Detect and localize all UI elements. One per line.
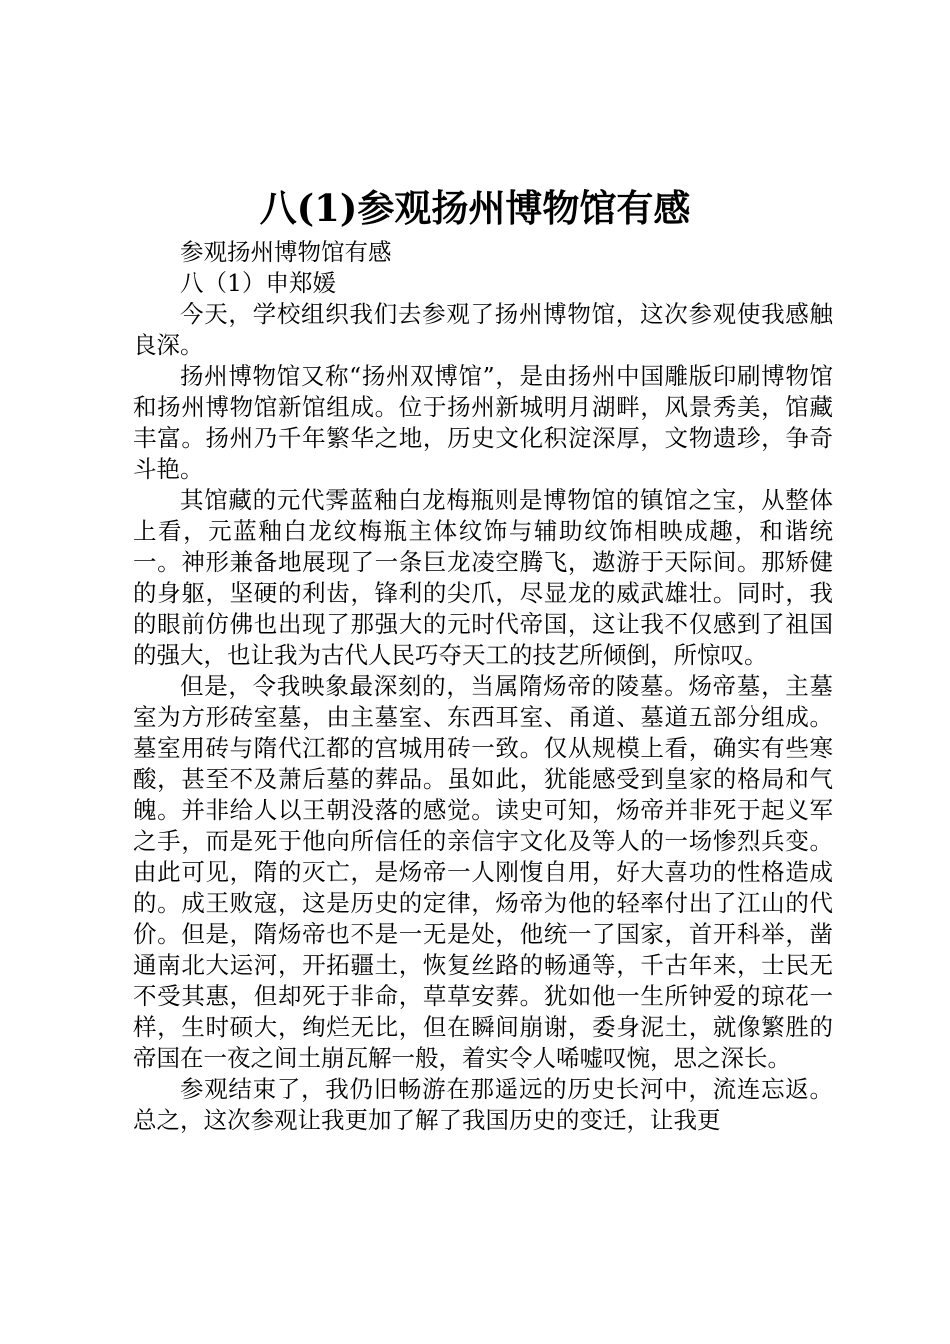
document-body	[133, 237, 833, 1136]
paragraph: 参观结束了，我仍旧畅游在那遥远的历史长河中，流连忘返。总之，这次参观让我更加了解了我国历史的变迁，让我更	[133, 1075, 833, 1134]
document-title: 八(1)参观扬州博物馆有感	[259, 186, 691, 230]
paragraph: 今天，学校组织我们去参观了扬州博物馆，这次参观使我感触良深。	[133, 300, 833, 359]
author-line: 八（1）申郑媛	[180, 269, 336, 297]
paragraph: 扬州博物馆又称“扬州双博馆”，是由扬州中国雕版印刷博物馆和扬州博物馆新馆组成。位于扬州新城明月湖畔，风景秀美，馆藏丰富。扬州乃千年繁华之地，历史文化积淀深厚，文物遗珍，争奇斗艳。	[133, 362, 833, 483]
paragraph: 但是，令我映象最深刻的，当属隋炀帝的陵墓。炀帝墓，主墓室为方形砖室墓，由主墓室、东西耳室、甬道、墓道五部分组成。墓室用砖与隋代江都的宫城用砖一致。仅从规模上看，确实有些寒酸，甚至不及萧后墓的葬品。虽如此，犹能感受到皇家的格局和气魄。并非给人以王朝没落的感觉。读史可知，炀帝并非死于起义军之手，而是死于他向所信任的亲信宇文化及等人的一场惨烈兵变。由此可见，隋的灭亡，是炀帝一人刚愎自用，好大喜功的性格造成的。成王败寇，这是历史的定律，炀帝为他的轻率付出了江山的代价。但是，隋炀帝也不是一无是处，他统一了国家，首开科举，凿通南北大运河，开拓疆土，恢复丝路的畅通等，千古年来，士民无不受其惠，但却死于非命，草草安葬。犹如他一生所钟爱的琼花一样，生时硕大，绚烂无比，但在瞬间崩谢，委身泥土，就像繁胜的帝国在一夜之间土崩瓦解一般，着实令人唏嘘叹惋，思之深长。	[133, 672, 833, 1072]
paragraph: 其馆藏的元代霁蓝釉白龙梅瓶则是博物馆的镇馆之宝，从整体上看，元蓝釉白龙纹梅瓶主体纹饰与辅助纹饰相映成趣，和谐统一。神形兼备地展现了一条巨龙凌空腾飞，遨游于天际间。那矫健的身躯，坚硬的利齿，锋利的尖爪，尽显龙的威武雄壮。同时，我的眼前仿佛也出现了那强大的元时代帝国，这让我不仅感到了祖国的强大，也让我为古代人民巧夺天工的技艺所倾倒，所惊叹。	[133, 486, 833, 669]
subtitle-line: 参观扬州博物馆有感	[180, 238, 392, 266]
